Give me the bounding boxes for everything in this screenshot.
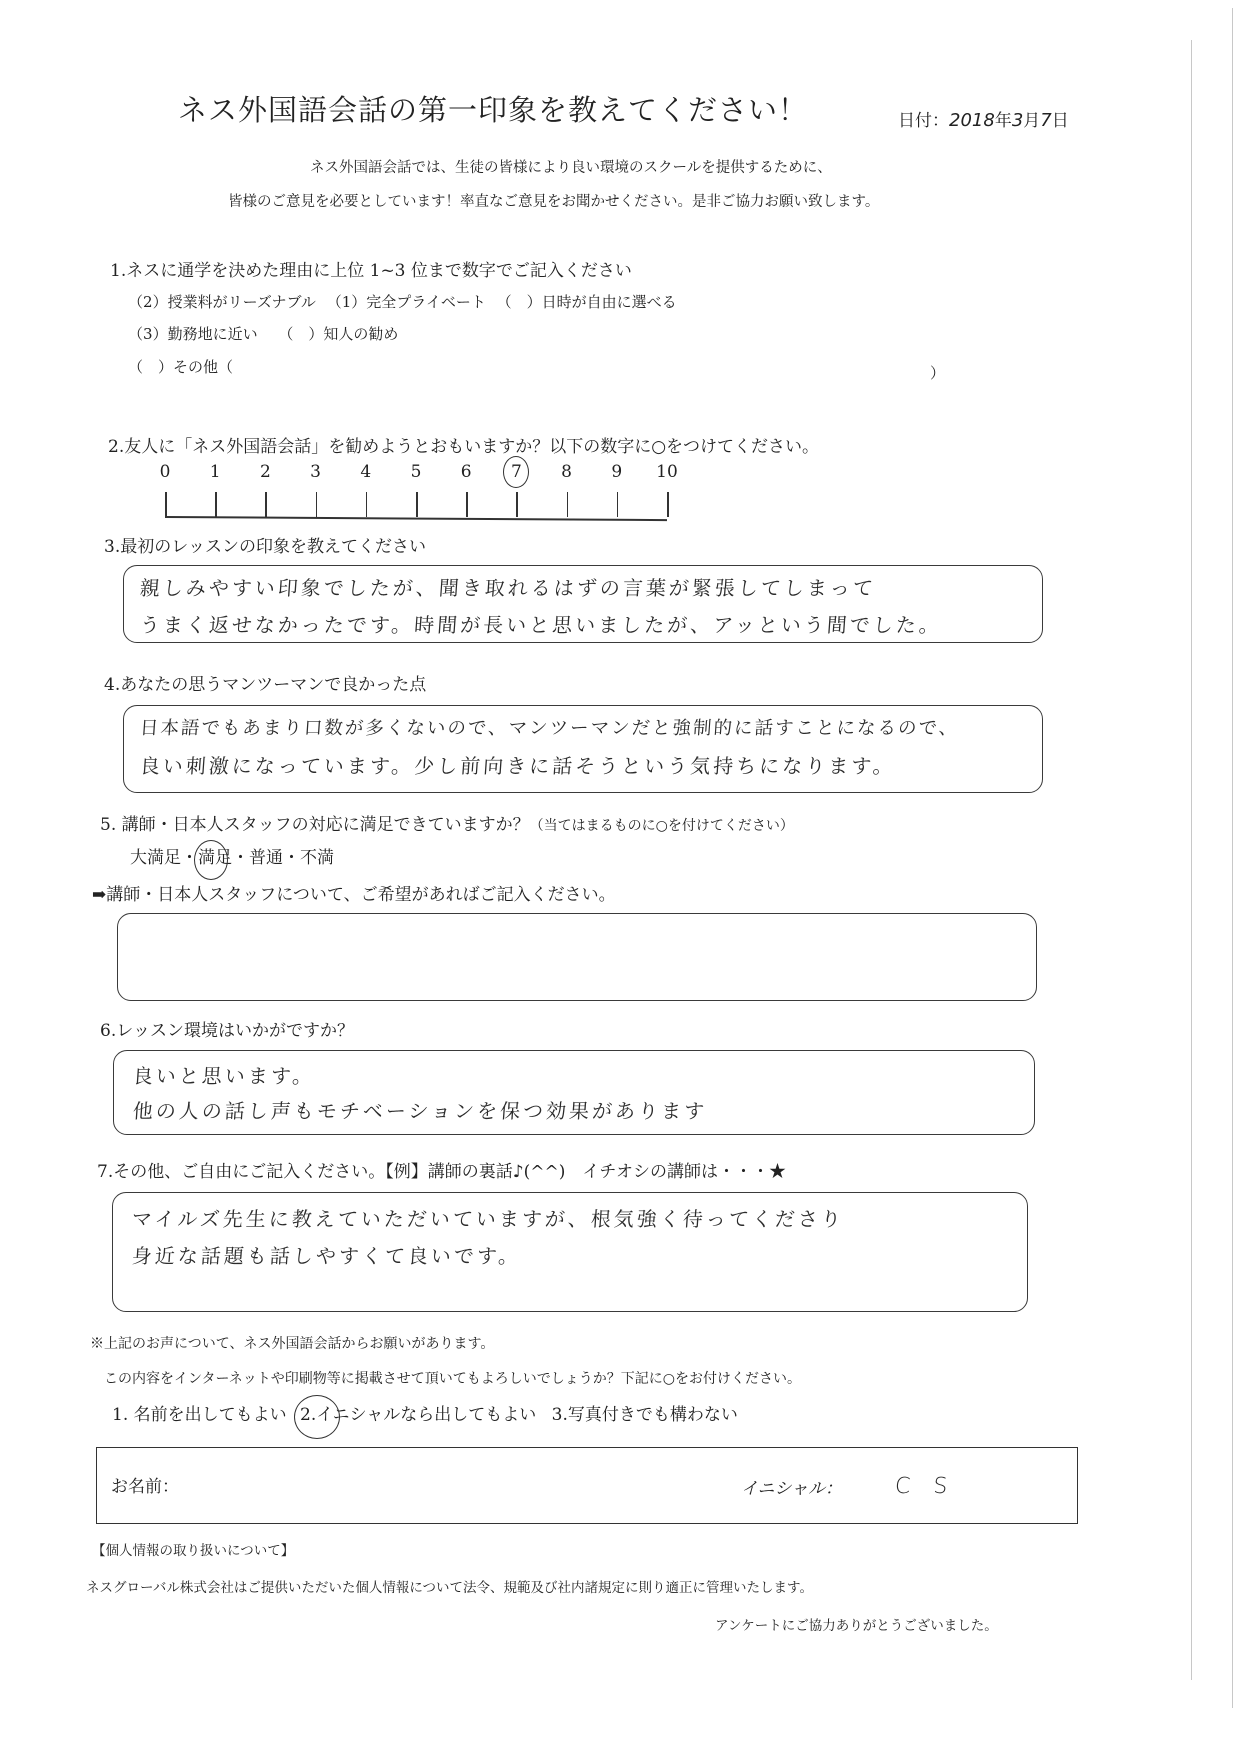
q5-option-very-satisfied[interactable]: 大満足 bbox=[130, 848, 181, 868]
initial-field[interactable]: C S bbox=[894, 1474, 957, 1499]
q1-option-row-1 bbox=[128, 291, 677, 312]
scale-option-3[interactable]: 3 bbox=[310, 462, 321, 482]
scale-option-8[interactable]: 8 bbox=[561, 462, 572, 482]
scale-option-4[interactable]: 4 bbox=[360, 462, 372, 482]
q1-option-reasonable[interactable]: （2）授業料がリーズナブル bbox=[128, 293, 316, 311]
date-month[interactable]: 3 bbox=[1011, 110, 1024, 131]
scale-option-1[interactable]: 1 bbox=[209, 462, 221, 482]
selection-circle bbox=[294, 1395, 340, 1439]
q6-answer-line-1: 良いと思います。 bbox=[132, 1064, 317, 1088]
scale-tick bbox=[265, 492, 267, 517]
q1-option-other[interactable]: （ ）その他（ bbox=[128, 358, 234, 376]
q6-answer-line-2: 他の人の話し声もモチベーションを保つ効果があります bbox=[132, 1099, 708, 1123]
recommend-scale bbox=[159, 462, 685, 522]
q6-question: 6.レッスン環境はいかがですか？ bbox=[100, 1021, 355, 1041]
scale-tick bbox=[617, 492, 619, 517]
date-day-unit: 日 bbox=[1051, 111, 1069, 131]
scale-tick bbox=[366, 492, 368, 517]
initial-label: イニシャル： bbox=[741, 1479, 842, 1499]
date-year[interactable]: 2018 bbox=[949, 110, 995, 131]
q1-option-row-2 bbox=[128, 323, 398, 344]
scale-option-6[interactable]: 6 bbox=[460, 462, 472, 482]
name-label: お名前： bbox=[111, 1477, 179, 1497]
date-day[interactable]: 7 bbox=[1040, 110, 1052, 131]
consent-option-initials-ok[interactable]: 2.イニシャルなら出してもよい bbox=[300, 1405, 536, 1425]
q4-answer-line-2: 良い刺激になっています。少し前向きに話そうという気持ちになります。 bbox=[139, 754, 897, 778]
q1-option-referral[interactable]: （ ）知人の勧め bbox=[278, 325, 399, 343]
q5-followup-prompt: ➡講師・日本人スタッフについて、ご希望があればご記入ください。 bbox=[92, 885, 616, 905]
scale-option-2[interactable]: 2 bbox=[259, 462, 271, 482]
q5-options: 大満足・満足 ・普通・不満 bbox=[130, 843, 334, 868]
scale-tick bbox=[567, 492, 569, 517]
consent-option-photo-ok[interactable]: 3.写真付きでも構わない bbox=[551, 1405, 738, 1425]
privacy-text: ネスグローバル株式会社はご提供いただいた個人情報について法令、規範及び社内諸規定に則り適正に管理いたします。 bbox=[86, 1580, 813, 1596]
q5-option-satisfied[interactable]: 満足 bbox=[198, 848, 232, 868]
q5-followup-answer-box[interactable] bbox=[117, 913, 1037, 1001]
q1-option-flexible-schedule[interactable]: （ ）日時が自由に選べる bbox=[496, 293, 677, 311]
q5-question: 5. 講師・日本人スタッフの対応に満足できていますか？（当てはまるものに○を付けてください） bbox=[100, 815, 794, 835]
q7-answer-line-2: 身近な話題も話しやすくて良いです。 bbox=[131, 1244, 523, 1268]
scale-option-5[interactable]: 5 bbox=[410, 462, 422, 482]
intro-line-2: 皆様のご意見を必要としています！率直なご意見をお聞かせください。是非ご協力お願い致します。 bbox=[228, 194, 880, 210]
q2-question: 2.友人に「ネス外国語会話」を勧めようとおもいますか？以下の数字に○をつけてください。 bbox=[108, 437, 820, 457]
scale-option-10[interactable]: 10 bbox=[656, 462, 678, 482]
q3-question: 3.最初のレッスンの印象を教えてください bbox=[104, 537, 427, 557]
q5-option-normal[interactable]: 普通 bbox=[249, 848, 283, 868]
scale-option-7[interactable]: 7 bbox=[510, 462, 522, 482]
consent-options bbox=[112, 1400, 738, 1425]
scan-edge-line bbox=[1232, 8, 1233, 1708]
scan-edge-line bbox=[1191, 40, 1192, 1680]
q1-rank-input[interactable]: 2 bbox=[143, 293, 153, 311]
q5-question-note: （当てはまるものに○を付けてください） bbox=[529, 818, 794, 834]
scale-option-0[interactable]: 0 bbox=[159, 462, 171, 482]
privacy-heading: 【個人情報の取り扱いについて】 bbox=[92, 1543, 295, 1559]
q7-question: 7.その他、ご自由にご記入ください。【例】講師の裏話♪(^^) イチオシの講師は・・・★ bbox=[97, 1162, 786, 1182]
consent-request: この内容をインターネットや印刷物等に掲載させて頂いてもよろしいでしょうか？下記に○をお付けください。 bbox=[104, 1371, 801, 1387]
intro-line-1: ネス外国語会話では、生徒の皆様により良い環境のスクールを提供するために、 bbox=[310, 160, 832, 176]
q1-option-private[interactable]: （1）完全プライベート bbox=[326, 293, 486, 311]
date-year-unit: 年 bbox=[994, 111, 1012, 131]
q7-answer-line-1: マイルズ先生に教えていただいていますが、根気強く待ってくださり bbox=[131, 1207, 845, 1231]
q1-question: 1.ネスに通学を決めた理由に上位 1~3 位まで数字でご記入ください bbox=[110, 261, 632, 281]
q1-rank-input[interactable]: 3 bbox=[143, 325, 153, 343]
q5-option-dissatisfied[interactable]: 不満 bbox=[300, 848, 334, 868]
scale-tick bbox=[416, 492, 418, 517]
consent-note: ※上記のお声について、ネス外国語会話からお願いがあります。 bbox=[90, 1336, 495, 1352]
q3-answer-line-1: 親しみやすい印象でしたが、聞き取れるはずの言葉が緊張してしまって bbox=[139, 576, 877, 600]
consent-option-name-ok[interactable]: 1. 名前を出してもよい bbox=[112, 1405, 287, 1425]
q3-answer-line-2: うまく返せなかったです。時間が長いと思いましたが、アッという間でした。 bbox=[139, 613, 943, 637]
q4-question: 4.あなたの思うマンツーマンで良かった点 bbox=[104, 675, 427, 695]
page-title: ネス外国語会話の第一印象を教えてください！ bbox=[178, 93, 809, 127]
scale-tick bbox=[667, 492, 669, 517]
q1-option-near-work[interactable]: （3）勤務地に近い bbox=[128, 325, 258, 343]
q4-answer-line-1: 日本語でもあまり口数が多くないので、マンツーマンだと強制的に話すことになるので、 bbox=[139, 718, 960, 739]
date-field bbox=[898, 106, 1069, 131]
date-month-unit: 月 bbox=[1023, 111, 1041, 131]
scale-option-9[interactable]: 9 bbox=[611, 462, 623, 482]
q1-other-close: ） bbox=[930, 364, 946, 382]
selection-circle bbox=[503, 456, 529, 488]
date-label: 日付： bbox=[898, 111, 949, 131]
q1-rank-input[interactable]: 1 bbox=[341, 293, 352, 311]
scale-tick bbox=[316, 492, 318, 517]
thanks-message: アンケートにご協力ありがとうございました。 bbox=[715, 1618, 998, 1634]
scale-tick bbox=[466, 492, 468, 517]
name-box bbox=[96, 1447, 1078, 1524]
scale-tick bbox=[165, 492, 167, 517]
scale-tick bbox=[215, 492, 217, 517]
scale-tick bbox=[516, 492, 518, 517]
selection-circle bbox=[194, 840, 228, 880]
